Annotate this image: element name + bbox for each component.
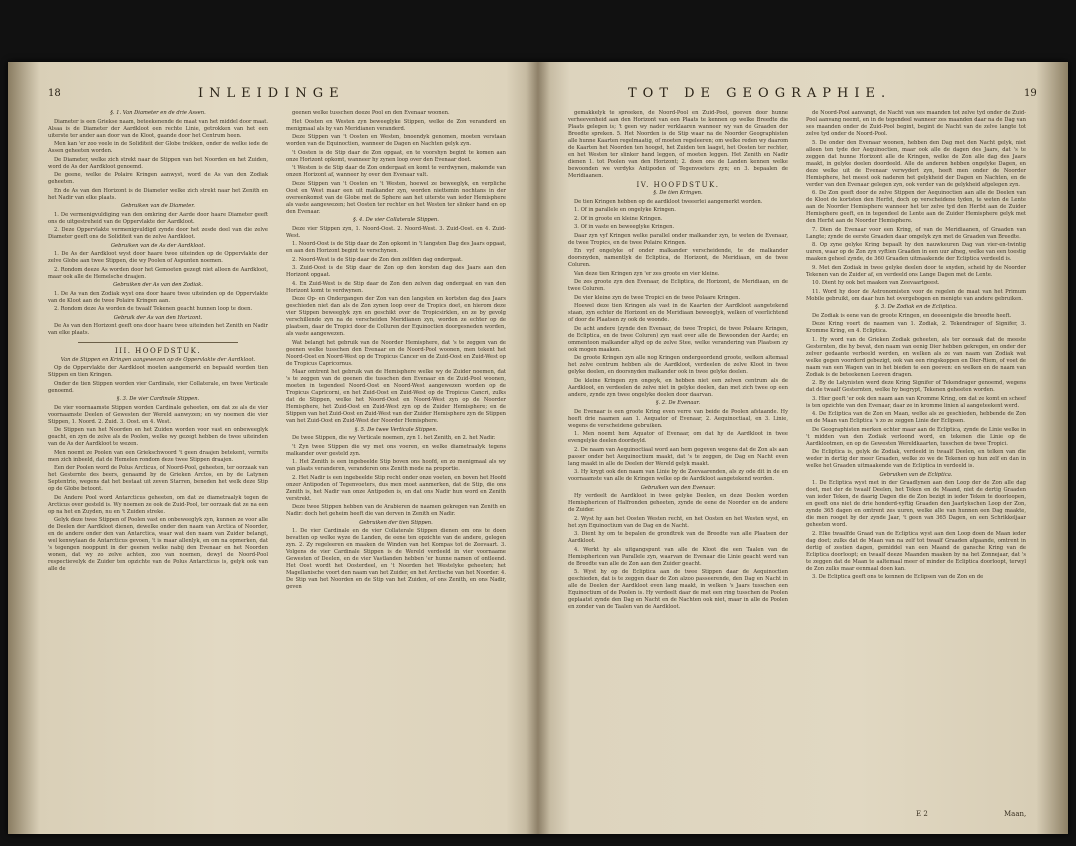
paragraph: 11. Word hy door de Astronomisten voor de regelen de maat van het Primum Mobile gebruikt, om daar hun het overgebogen en menigte van andere gebruiken. — [806, 288, 1026, 302]
paragraph: 2. Wyst hy aan het Oosten Westen recht, en het Oosten en het Westen wyst, en het zyn Equinoctium van de Dag en de Nacht. — [568, 515, 788, 529]
section-heading: §. 4. De vier Collaterale Stippen. — [353, 217, 439, 223]
paragraph: 2. Deze Oppervlakte vermenigvuldigd zynde door het zesde deel van die zelve Diameter geeft ons de Soliditeit van de zelve Aardkloot. — [48, 227, 268, 240]
section-heading: §. 3. De Zodiak en de Ecliptica. — [875, 304, 957, 310]
section-heading: §. 2. De Evenaar. — [655, 400, 701, 406]
paragraph: 1. De As der Aardkloot wyst door haare twee uiteinden op de Oppervlakte der zelve Globe aan twee Stippen, die wy Poolen of Aspunten noemen. — [48, 251, 268, 264]
paragraph: Een der Poolen word de Polus Arcticus, of Noord-Pool, geheeten, ter oorzaak van het Gesternte des beers, genaamd by de Grieken Arctos, en by de Latynen Septentrio, wegens dat het bestaat uit zeven Starren, beneden het welk deze Stip op de Globe betoont. — [48, 465, 268, 492]
paragraph: 't Oosten is de Stip daar de Zon opgaat, en te voorshyn begint te komen aan onze Horizont opkomt, wanneer hy zynen loop over den Evenaar doet. — [286, 149, 506, 163]
paragraph: 1. De Ecliptica wyst met in der Graadlynen aan den Loop der de Zon alle dag doet, met der de twaalf Deelen, het Teken en de Maand, niet de dertig Graaden van ieder Teken, de daarig Dagen die de Zon bezigt in ieder Teken te doorloopen, en geeft ons niet de drie honderd-vyftig Graaden den Jaarlykschen Loop der Zon, zynde 365 dagen en omtrent zes uuren, welke alle van hunnen een Dag maakte, die men rooget by der zynde Jaar, 't geen van 365 Dagen, en een Schrikkeljaar geheeten word. — [806, 480, 1026, 528]
section-heading: §. 5. De twee Verticale Stippen. — [354, 426, 438, 433]
paragraph: De Andere Pool word Antarcticus geheeten, om dat ze diametraalyk tegen de Arcticus over gesteld is. Wy noemen ze ook de Zuid-Pool, ter oorzaak dat ze na een op na het en Zuyden, nu en 't Zuiden streke. — [48, 494, 268, 515]
paragraph: 2. By de Latynisten werd deze Kring Signifer of Tekendrager genoemd, wegens dat de twaalf Gesternten, welke hy begrypt, Tekenen geheeten worden. — [806, 380, 1026, 393]
paragraph: De groote Kringen zyn alle nog Kringen ondergeordend groote, welken altemaal het zelve centrum hebben als de Aardkloot, verdeelen de zelve Kloot in twee gelyke deelen, en doorsnyden malkander ook in twee gelyke deelen. — [568, 355, 788, 375]
paragraph: De Geographisten merken echter maar aan de Ecliptica, zynde de Linie welke in 't midden van den Zodiak verloond word, en tekenen die Linie op de Aardklootmen, en op de Gewesten Wereldkaarten, tusschen de twee Tropici. — [806, 426, 1026, 447]
paragraph: Gelyk deze twee Stippen of Poolen vast en onbeweeglyk zyn, kunnen ze voor alle de Deelen der Aardkloot dienen, dewelke onder den naam van Arctica of Noorder, en de andere onder den van Antarctica, waar wat den naam van Zuider belangt, wel kenwylaan de Antarcticus gevoen, 't is maar allenlyk, en om na opmerken, dat 's tegengen nooppunt in der geenen welke nabij den Evenaar en het Noorden wonen, dat wy zo zelve achten, zoo van noemen, dewyl de Noord-Pool respectievelyk de Zuider ten opzichte van de Polus Antarcticus is, gelyk ook van alle de — [48, 517, 268, 572]
paragraph: 3. Hier geeft 'er ook den naam aan van Kromme Kring, om dat ze komt en scheef is ten opzichte van den Evenaar, daar ze in kromme linien al aangeteekent werd. — [806, 395, 1026, 409]
chapter-heading: III. HOOFDSTUK. — [114, 347, 202, 355]
paragraph: Maar omtrent het gebruik van de Hemisphere welke wy de Zuider noemen, dat 's te zeggen van de geenen die tusschen den Evenaar en de Zuid-Pool woonen, moeten in tegendeel Noord-Oost en Noord-West aangewezen worden op de Tropicus Capricorni, en het Zuid-Oost en Zuid-West op de Tropicus Cancri, zulks dat de Stippen, welke het Noord-Oost en Noord-West zyn op de Noorder Hemisphere, het Zuid-Oost en Zuid-West zyn op de Zuider Hemisphere; en de Stippen van het Zuid-Oost en Zuid-West van der Zuider Hemisphere zyn de Stippen van het Zuid-Oost en Zuid-West der Noorder Hemisphere. — [286, 369, 506, 424]
section-heading: Gebruiken van de As der Aardkloot. — [110, 242, 206, 249]
paragraph: 3. Zuid-Oost is de Stip daar de Zon op den korsten dag des Jaars aan den Horizont opgaat. — [286, 265, 506, 278]
paragraph: Onder de tien Stippen worden vier Cardinale, vier Collaterale, en twee Verticale genoemd. — [48, 380, 268, 394]
paragraph: gemakkelyk te spreeken, de Noord-Pool en Zuid-Pool, geeven door hunne verheevenheid aan den Horizont van een Plaats te kennen op welke Breedte die Plaats gelegen is; 't geen wy nader verklaaren wanneer wy van de Graaden der Breedte spreken. 5. Het Noorden is de Stip waar na de Noorder Geographisten alle hunne Kaarten regelmaatig, of moeten regeleeren; om welke reden wy daarom de Kaarten het Noorden ten hoogst, het Zuiden ten laagst, het Oosten ter rechter, en het Westen ter slinker hand leggen, of moeten leggen. Het Zenith en Nadir dienen 1. tot Poolen van den Horizont; 2. doen ons de Landen kennen welke bewoonden we verdyks Antipoden of Tegenvoeters zyn; en 3. bepaalen de Meridiaanen. — [568, 110, 788, 179]
paragraph: De As van den Horizont geeft ons door haare twee uiteinden het Zenith en Nadir van elke plaats. — [48, 323, 268, 336]
paragraph: 7. Dien de Evenaar voor een Kring, of van de Meridiaanen, of Graaden van Langte; zynde de eerste Graaden daar omgelyk zyn met de Graaden van Breedte. — [806, 226, 1026, 240]
right-column-1 — [568, 110, 788, 613]
divider-rule — [78, 342, 238, 343]
section-heading: Gebruiken van de Ecliptica. — [879, 471, 953, 478]
paragraph: De Stippen van het Noorden en het Zuiden worden voor vast en onbeweeglyk geacht, en zyn de zelve als de Poolen, welke wy gezegt hebben de twee uiteinden van de As der Aardkloot te wezen. — [48, 427, 268, 447]
section-heading: Gebruiken van de Diameter. — [121, 203, 195, 209]
paragraph: 8. Op zyne gelyke Kring bepaalt hy den nauwkeuren Dag van vier-en-twintig uuren, waar op de Zon zyn vyftien Graaden in een uur afneg, welke van een toestig maaken geheel zynde, de 360 Graaden uitmaakende der Ecliptica verdeeld is. — [806, 242, 1026, 262]
book-spread — [8, 62, 1068, 834]
paragraph: 2. Noord-West is de Stip daar de Zon den zelfden dag ondergaat. — [292, 256, 463, 263]
paragraph: Deze Stippen van 't Oosten en Westen, bnoendyk genomen, moeten verstaan worden van de Equinoctien, wanneer de Dagen en Nachten gelyk zyn. — [286, 134, 506, 147]
paragraph: De Evenaar is een groote Kring even verre van beide de Poolen afstaande. Hy heeft drie naamen aan 1. Aequator of Evenaar, 2. Aequinoctiaal, en 3. Linie, wegens de verscheidene gebruiken. — [568, 408, 788, 429]
paragraph: 2. Of in groote en kleine Kringen. — [574, 215, 663, 222]
paragraph: Men kan 'er zoo veele in de Soliditeit der Globe trekken, onder de welke iede de Assen geheeten worden. — [48, 141, 268, 154]
paragraph: 6. De Zon geeft door de zelve Stippen der Aequinoctien aan alle de Deelen van de Kloot de kortsten den Herfst, doch op verscheidene tyden, te weten de Lente aan de Noorder Hemisphere wanneer het ter zelve tyd den Herfst aan de Zuider Hemisphere geeft, en in tegendeel de Lente aan de Zuider Hemisphere gelyk met den Herfst aan de Noorder Hemisphere. — [806, 190, 1026, 224]
paragraph: Van deze tien Kringen zyn 'er zes groote en vier kleine. — [574, 270, 720, 277]
paragraph: De geene, welke de Polaire Kringen aanwyst, word de As van den Zodiak geheeten. — [48, 172, 268, 185]
paragraph: de Noord-Pool aanvangt, de Nacht van ses maanden tot zelve tyd onder de Zuid-Pool aanvang neemt, en in de tegendeel wanneer zes maanden daar na de Dag van ses maanden onder de Zuid-Pool begint, begint de Nacht van de zelve langte tot zelve tyd onder de Noord-Pool. — [806, 110, 1026, 137]
paragraph: 5. De onder den Evenaar woonen, hebben den Dag met den Nacht gelyk, niet alleen ten tyde der Aequinoctien, maar ook alle de dagen des Jaars, dat 's te zeggen dat hunne Horizont alle de Kringen, welke de Zon alle dag des Jaars maakt, in gelyke deelen doordeeld. Alle de anderen hebben ongelyke Dagen, en deze welke uit de Evenaar verwydert zyn, heeft men onder de Noorder Hemisphere, het meest ook naderen het gelykheid der Dagen en Nachten, en de verder van den Evenaar gelegen zyn, ook verder van de gelykheid afgelegen zyn. — [806, 139, 1026, 188]
paragraph: 2. De naam van Aequinoctiaal word aan hem gegeven wegens dat de Zon als aan passer onder het Aequinoctium maakt, dat 's te zeggen, de Dag en Nacht even lang maakt in alle de Deelen der Wereld gelyk maakt. — [568, 446, 788, 467]
left-column-2 — [286, 110, 506, 593]
section-heading: §. 1. Van Diameter en de drie Assen. — [110, 110, 206, 116]
paragraph: 1. Hy word van de Grieken Zodiak geheeten, als ter oorzaak dat de meeste Gesternten, die hy bevat, den naam van eenig Dier hebben gekregen, en onder der zelver gedaante verbeeld werden, en welken als ze van naam van Zodiak wat welke gegen voorderd gebezigt, ook van een ringskoppen en Dier-Riem, of voet de naam van een Wagen van in het bieden te een geeven: en welken en de naam van Zodiak is de beteekenen Leeven dragen. — [806, 336, 1026, 378]
paragraph: 2. Rondom deeze As worden door het Gemoeten gezegt niet alleen de Aardkloot, maar ook alle de Hemelsche draajen. — [48, 266, 268, 280]
section-heading: Gebruiken van den Evenaar. — [640, 484, 716, 491]
paragraph: De Ecliptica is, gelyk de Zodiak, verdeeld in twaalf Deelen, en telken van die weder in dertig der meer Graaden, welke zo we de Tekenen op hun zelf en dan in welke het Graaden uitmaakende van de Ecliptica in verdeeld is. — [806, 449, 1026, 469]
left-column-1 — [48, 110, 268, 575]
paragraph: Daar zyn vyf Kringen welke parallel onder malkander zyn, te weten de Evenaar, de twee Tropics, en de twee Polaire Kringen. — [568, 232, 788, 246]
paragraph: De Diameter, welke zich strekt naar de Stippen van het Noorden en het Zuiden, word de As der Aardkloot genoemd. — [48, 156, 268, 170]
paragraph: geenen welke tusschen deeze Pool en den Evenaar woonen. — [292, 110, 450, 116]
paragraph: 1. Noord-Oost is de Stip daar de Zon opkomt in 't langsten Dag des Jaars opgaat, en aan den Horizont begint te verschynen. — [286, 241, 506, 254]
paragraph: 5. Wyst hy op de Ecliptica aan de twee Stippen daar de Aequinoctien geschieden, dat is te zeggen daar de Zon alzoo passeerende, den Dag en Nacht in alle de Deelen der Aardkloot even lang maakt, in welken 's Jaars tusschen een Equinoctium of de Poolen is. Hy verdeelt daar de met een ring tusschen de Poolen geplaatst zynde den Dag en Nacht en de Nachten ook niet, maar in alle de Poolen en zonder van de Taalen van de Aardkloot. — [568, 569, 788, 610]
paragraph: 't Zyn twee Stippen die wy met ons voeren, en welke diametraalyk tegens malkander over gesteld zyn. — [286, 443, 506, 457]
paragraph: De zes groote zyn den Evenaar, de Ecliptica, de Horizont, de Meridiaan, en de twee Coluren. — [568, 279, 788, 292]
paragraph: Op de Oppervlakte der Aardkloot moeten aangemerkt en bepaald worden tien Stippen en tien Kringen. — [48, 365, 268, 378]
paragraph: De twee Stippen, die wy Verticale noemen, zyn 1. het Zenith, en 2. het Nadir. — [292, 435, 496, 441]
paragraph: 3. Of in vaste en beweeglyke Kringen. — [574, 224, 675, 230]
page-number-right: 19 — [1024, 88, 1037, 99]
paragraph: De vier kleine zyn de twee Tropici en de twee Polaare Kringen. — [574, 294, 741, 301]
paragraph: 3. Hy krygt ook den naam van Linie by de Zeevaarenden, als zy ode dit in de en voornaamste van alle de Kringen welke op de Aardkloot aangetekend worden. — [568, 469, 788, 482]
paragraph: En vyf ongelyke of onder malkander verscheidende, te de malkander doorsnyden, namentlyk de Ecliptica, de Horizont, de Meridiaan, en de twee Coluren. — [568, 248, 788, 268]
section-heading: Gebruik der As van den Horizont. — [113, 314, 203, 321]
paragraph: De acht andere (zynde den Evenaar, de twee Tropici, de twee Polaare Kringen, de Ecliptica, en de twee Coluren) zyn vast over alle de Bewoonden der Aarde; en ommentoon malkander altyd op de zelve Stee, welke verandering van Plaatsen zy ook mogen maaken. — [568, 325, 788, 353]
paragraph: 10. Dient hy ook bet maaken van Zeevaartgeest. — [812, 280, 940, 286]
paragraph: Men noemt ze Poolen van een Griekschwoord 't geen draajen betekent, vermits men zich inbeeld, dat de Hemelen rondom deze twee Stippen draajen. — [48, 449, 268, 463]
right-column-2 — [806, 110, 1026, 583]
paragraph: 1. De vier Cardinale en de vier Collaterale Stippen dienen om ons te doen bevatten op welke wyze de Landen, de eene ten opzichte van de andere, gelegen zyn. 2. Zy regeleeren en maaken de Winden van het Kompas tot de Zeevaart. 3. Volgens de vier Cardinale Stippen is de Wereld verdeeld in vier voornaame Gewesten of Deelen, en de vier Vastlanden hebben 'er hunne namen of ontleend. Het Oost wordt het Oosterdeel, en 't Noorden het Westelyke geheeten; het Magellanische voort den naam van het Zuider, en het Arctische van het Noorder. 4. De Stip van het Noorden en de Stip van het Zuiden, of ons Zenith, en ons Nadir, geven — [286, 528, 506, 590]
paragraph: Diameter is een Griekse naam, beteekenende de maat van het middel door maat. Alsaa is de Diameter der Aardkloot een rechte Linie, getrokken van het een uiterste ter ander aan door van de Kloot, gaande door het Centrum heen. — [48, 118, 268, 139]
paragraph: De vier voornaamste Stippen worden Cardinale geheeten, om dat ze als de vier voornaamste Deelen of Gewesten der Wereld aanwyzen; en wy noemen die vier Stippen, 1. Noord. 2. Zuid. 3. Oost. en 4. West. — [48, 404, 268, 425]
paragraph: 2. Rondom deze As worden de twaalf Tekenen geacht hunnen loop te doen. — [54, 306, 253, 312]
paragraph: De Zodiak is eene van de groote Kringen, en deeeenigste die breedte heeft. — [812, 312, 1012, 319]
paragraph: 1. Men noemt hem Aquator of Evenaar, om dat hy de Aardkloot in twee evengelyke deelen doordeyld. — [568, 431, 788, 444]
signature-mark: E 2 — [916, 810, 928, 818]
page-number-left: 18 — [48, 88, 61, 99]
paragraph: En de As van den Horizont is de Diameter welke zich strekt naar het Zenith en het Nadir van elke plaats. — [48, 187, 268, 201]
paragraph: 9. Met den Zodiak in twee gelyke deelen door te snyden, scheid hy de Noorder Tekenen van de Zuider af, en verdeeld ons Lange Dagen met de Lente. — [806, 264, 1026, 278]
left-page — [8, 62, 538, 834]
chapter-heading: IV. HOOFDSTUK. — [636, 180, 720, 189]
paragraph: 3. Dient hy om te bepalen de grondtrek van de Breedte van alle Plaatsen der Aardkloot. — [568, 531, 788, 544]
section-heading: Van de Stippen en Kringen aangewezen op de Oppervlakte der Aardkloot. — [60, 356, 256, 363]
paragraph: Het Oosten en Westen zyn beweeglyke Stippen, welke de Zon veranderd en menigmaal als by van Meridianen veranderd. — [286, 118, 506, 132]
paragraph: Deze Kring voert de naamen van 1. Zodiak, 2. Tekendrager of Signifer, 3. Kromme Kring, en 4. Ecliptica. — [806, 321, 1026, 334]
section-heading: §. 3. De vier Cardinale Stippen. — [116, 396, 200, 402]
paragraph: Wat belangt het gebruik van de Noorder Hemisphere, dat 's te zeggen van de geenen welke tusschen den Evenaar en de Noord-Pool woonen, men tekent het Noord-Oost en Noord-West op de Tropicus Cancer en de Zuid-Oost en Zuid-West op de Tropicus Capricornus. — [286, 339, 506, 367]
paragraph: 2. Het Nadir is een ingebeelde Stip recht onder onze voeten, en boven het Hoofd onzer Antipoden of Tegenvoeters, dus men moet aanmerken, dat de Stip, die ons Zenith is, het Nadir van onze Antipoden is, en dat ons Nadir hun word en Zenith verstrekt. — [286, 474, 506, 502]
paragraph: 4. Werkt hy als uitgangspunt van alle de Kloot die een Taalen van de Hemisphericen van Parallele zyn, waarvan de Evenaar die Linie geacht werd van de Breedte van alle de Zon aan den Zuider geacht. — [568, 546, 788, 567]
paragraph: 1. De vermenigvuldiging van den omkring der Aarde door haare Diameter geeft ons de uitgestreheid van de Oppervlakte der Aardkloot. — [48, 211, 268, 225]
paragraph: Hoewel deze tien Kringen als vast in de Kaarten der Aardkloot aangetekend staan, zyn echter de Horizont en de Meridiaan beweeglyk, welken of veerlichtend of door de Plaatsen zy ook de woonde. — [568, 303, 788, 323]
section-heading: Gebruiken der tien Stippen. — [359, 519, 433, 526]
paragraph: Deze vier Stippen zyn, 1. Noord-Oost. 2. Noord-West. 3. Zuid-Oost. en 4. Zuid-West. — [286, 225, 506, 239]
section-heading: Gebruiken der As van den Zodiak. — [113, 282, 203, 288]
paragraph: 1. Of in parallele en ongelyke Kringen. — [574, 207, 676, 213]
right-page — [538, 62, 1068, 834]
paragraph: De tien Kringen hebben op de aardkloot tweeerlei aangemerkt worden. — [574, 198, 763, 205]
paragraph: Deze Stippen van 't Oosten en 't Westen, hoewel ze beweeglyk, en verpliche Oost en West maar een uit malkander zyn, worden niettemin nochtans in der overeenkomst van de Globe met de Sphere aan het uiterste van ieder Hemisphere als vaste aangewezen; het Oosten ter rechter en het Westen ter slinker hand en op den Evenaar. — [286, 180, 506, 215]
paragraph: 4. En Zuid-West is de Stip daar de Zon den zelven dag ondergaat en van den Horizont komt te verdwynen. — [286, 280, 506, 294]
paragraph: Deze Op- en Ondergangen der Zon van den langsten en kortsten dag des Jaars geschieden niet dan als de Zon zynen loop over de Tropics doet, en hierom deze vier Stippen beweeglyk zyn en geschikt over de Tropicsirklen, en ze by gevolg verschillende zyn na de verscheiden Meridianen zyn, worden ze echter op de plaatsen, daar de Tropici door de Colluren der Equinoctien doorgesneden worden, als vaste aangewezen. — [286, 296, 506, 337]
paragraph: 4. De Ecliptica van de Zon en Maan, welke als ze geschieden, hebbende de Zon en de Maan van Ecliptica 's zo ze zeggen Linie der Eclipsen. — [806, 411, 1026, 424]
paragraph: 1. De As van den Zodiak wyst ons door haare twee uiteinden op de Oppervlakte van de Kloot aan de twee Polaire Kringen aan. — [48, 290, 268, 304]
catchword: Maan, — [1004, 810, 1027, 818]
paragraph: 2. Elke twaalfde Graad van de Ecliptica wyst aan den Loop doen de Maan ieder dag doet; zulks dat de Maan van na zelf tot twaalf Graaden afgaande, omtrent in dertig of zestien dagen, gemiddel van een Maand de gansche Kring van de Ecliptica doorloopt; en twaalf deeze Maanden maaken by na het Zonnejaar, dat 's te zeggen dat de Maan te aaltemaal meer of minder de Ecliptica doorloopt, terwyl de Zon zulks maar eenmaal doen kan. — [806, 530, 1026, 572]
paragraph: Deze twee Stippen hebben van de Arabieren de naamen gekregen van Zenith en Nadir: doch het geheim heeft die van derven in Zenith en Nadir. — [286, 504, 506, 517]
paragraph: 1. Het Zenith is een ingebeelde Stip boven ons hoofd, en zo menigmaal als wy van plaats veranderen, veranderen ons Zenith mede na proportie. — [286, 459, 506, 472]
paragraph: De kleine Kringen zyn ongeyk, en hebben niet een zelven centrum als de Aardkloot, en verdeelen de zelve niet in gelyke deelen, dan met zich twee op een andere, zynde zyn twee ongelyke deelen door daarvan. — [568, 377, 788, 398]
section-heading: §. De tien Kringen. — [653, 190, 703, 196]
paragraph: Hy verdeelt de Aardkloot in twee gelyke Deelen, en deze Deelen worden Hemisphericen of Halfronden geheeten, zynde de eene de Noorder en de andere de Zuider. — [568, 493, 788, 513]
running-head-right: TOT DE GEOGRAPHIE. — [628, 86, 892, 101]
paragraph: 't Westen is de Stip daar de Zon ondergaat en komt te verdwynen, makende van onzen Horizont af, wanneer hy over den Evenaar valt. — [286, 165, 506, 178]
running-head-left: INLEIDINGE — [198, 86, 345, 101]
paragraph: 3. De Ecliptica geeft ons te kennen de Eclipsen van de Zon en de — [812, 574, 984, 580]
